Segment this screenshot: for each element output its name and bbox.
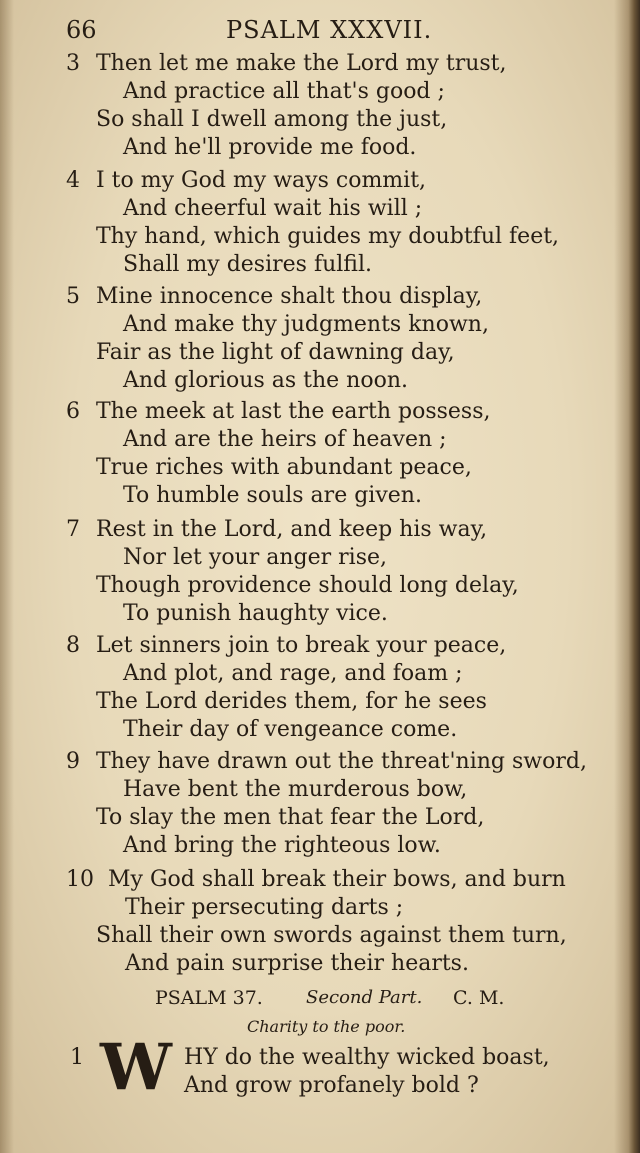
verse-number: 7 bbox=[66, 517, 80, 542]
verse-line: To humble souls are given. bbox=[123, 483, 422, 508]
verse-line: HY do the wealthy wicked boast, bbox=[184, 1045, 550, 1070]
verse-line: And make thy judgments known, bbox=[123, 312, 489, 337]
verse-line: So shall I dwell among the just, bbox=[96, 107, 448, 132]
section-psalm: PSALM 37. bbox=[155, 987, 263, 1009]
page-header bbox=[66, 12, 606, 48]
page-edge-right bbox=[614, 0, 640, 1153]
section-heading bbox=[0, 985, 640, 1011]
verse-line: Then let me make the Lord my trust, bbox=[96, 51, 507, 76]
section-meter: C. M. bbox=[453, 987, 505, 1009]
verse-line: And are the heirs of heaven ; bbox=[123, 427, 447, 452]
verse-line: And practice all that's good ; bbox=[123, 79, 445, 104]
verse-line: Shall my desires fulfil. bbox=[123, 252, 373, 277]
verse-line: And plot, and rage, and foam ; bbox=[123, 661, 463, 686]
verse-line: True riches with abundant peace, bbox=[96, 455, 472, 480]
verse-line: And cheerful wait his will ; bbox=[123, 196, 423, 221]
verse-line: My God shall break their bows, and burn bbox=[108, 867, 566, 892]
verse-line: Their persecuting darts ; bbox=[125, 895, 404, 920]
section-part: Second Part. bbox=[306, 987, 423, 1008]
verse-line: The Lord derides them, for he sees bbox=[96, 689, 487, 714]
verse-line: Fair as the light of dawning day, bbox=[96, 340, 455, 365]
drop-cap: W bbox=[100, 1030, 172, 1105]
verse-number: 6 bbox=[66, 399, 80, 424]
verse-line: Mine innocence shalt thou display, bbox=[96, 284, 483, 309]
verse-line: To slay the men that fear the Lord, bbox=[96, 805, 485, 830]
verse-line: Shall their own swords against them turn, bbox=[96, 923, 567, 948]
verse-number: 9 bbox=[66, 749, 80, 774]
verse-line: I to my God my ways commit, bbox=[96, 168, 427, 193]
verse-number: 4 bbox=[66, 168, 80, 193]
verse-line: To punish haughty vice. bbox=[123, 601, 388, 626]
verse-number: 3 bbox=[66, 51, 80, 76]
section-subtitle: Charity to the poor. bbox=[247, 1017, 406, 1036]
verse-line: And glorious as the noon. bbox=[123, 368, 408, 393]
verse-line: Rest in the Lord, and keep his way, bbox=[96, 517, 488, 542]
verse-line: Have bent the murderous bow, bbox=[123, 777, 468, 802]
verse-line: And pain surprise their hearts. bbox=[125, 951, 469, 976]
verse-line: And he'll provide me food. bbox=[123, 135, 417, 160]
verse-line: Thy hand, which guides my doubtful feet, bbox=[96, 224, 560, 249]
page-number: 66 bbox=[66, 16, 97, 44]
verse-line: Their day of vengeance come. bbox=[123, 717, 458, 742]
verse-number: 10 bbox=[66, 867, 94, 892]
verse-line: Though providence should long delay, bbox=[96, 573, 519, 598]
verse-line: The meek at last the earth possess, bbox=[96, 399, 491, 424]
verse-line: And bring the righteous low. bbox=[123, 833, 441, 858]
verse-number: 8 bbox=[66, 633, 80, 658]
verse-line: Nor let your anger rise, bbox=[123, 545, 387, 570]
verse-number: 1 bbox=[70, 1045, 84, 1070]
page-shadow-left bbox=[0, 0, 14, 1153]
verse-line: They have drawn out the threat'ning sword, bbox=[96, 749, 587, 774]
verse-line: Let sinners join to break your peace, bbox=[96, 633, 507, 658]
verse-line: And grow profanely bold ? bbox=[184, 1073, 479, 1098]
running-title: PSALM XXXVII. bbox=[226, 16, 433, 44]
verse-number: 5 bbox=[66, 284, 80, 309]
